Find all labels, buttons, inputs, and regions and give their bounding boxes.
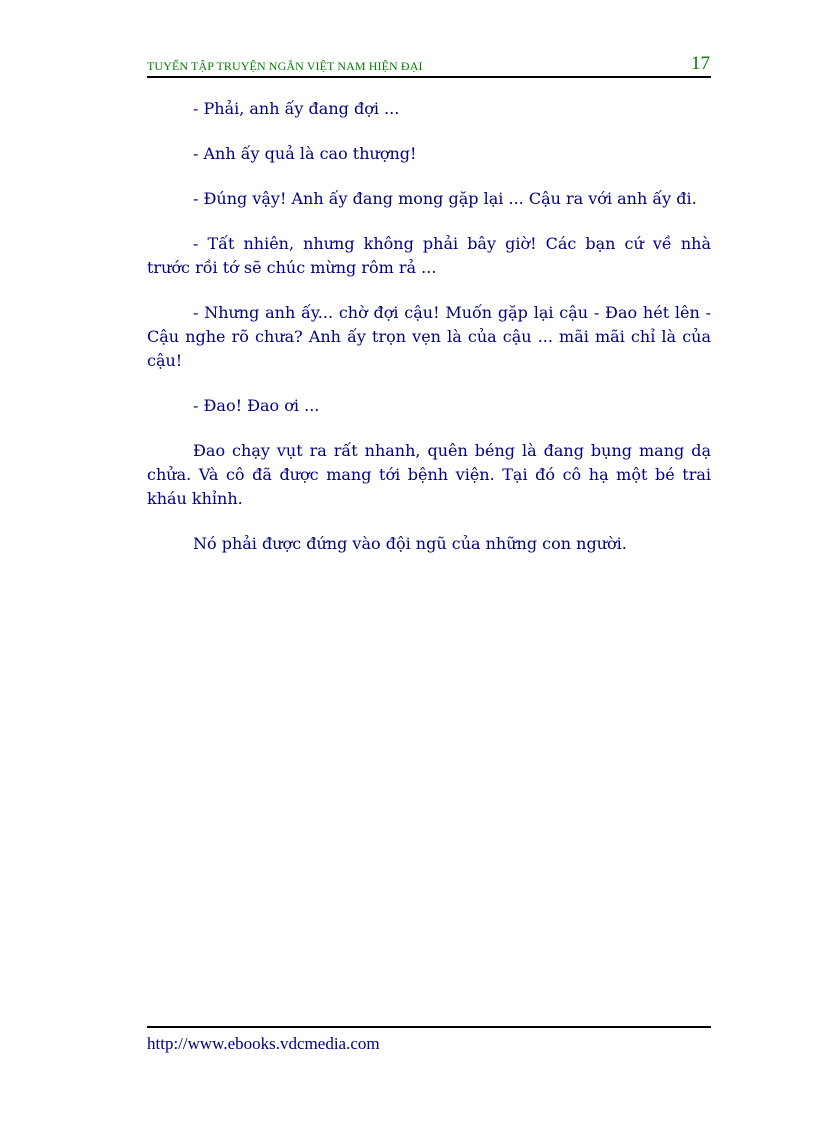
paragraph-4: - Tất nhiên, nhưng không phải bây giờ! Các bạn cứ về nhà trước rồi tớ sẽ chúc mừng rôm rả ... (147, 234, 711, 277)
paragraph-3: - Đúng vậy! Anh ấy đang mong gặp lại ... Cậu ra với anh ấy đi. (193, 189, 697, 208)
paragraph-8: Nó phải được đứng vào đội ngũ của những con người. (193, 534, 627, 553)
page-number: 17 (691, 53, 710, 74)
running-title: TUYỂN TẬP TRUYỆN NGẮN VIỆT NAM HIỆN ĐẠI (147, 59, 423, 73)
paragraph-5: - Nhưng anh ấy... chờ đợi cậu! Muốn gặp lại cậu - Đao hét lên - Cậu nghe rõ chưa? Anh ấy trọn vẹn là của cậu ... mãi mãi chỉ là của cậu! (147, 303, 711, 370)
paragraph-1: - Phải, anh ấy đang đợi ... (193, 99, 400, 118)
paragraph-2: - Anh ấy quả là cao thượng! (193, 144, 417, 163)
story-text (147, 97, 711, 577)
footer-url-link[interactable]: http://www.ebooks.vdcmedia.com (147, 1034, 380, 1053)
page-header (147, 52, 711, 78)
paragraph-7: Đao chạy vụt ra rất nhanh, quên béng là đang bụng mang dạ chửa. Và cô đã được mang tới bệnh viện. Tại đó cô hạ một bé trai kháu khỉnh. (147, 441, 711, 508)
paragraph-6: - Đao! Đao ơi ... (193, 396, 320, 415)
footer-divider (147, 1026, 711, 1028)
